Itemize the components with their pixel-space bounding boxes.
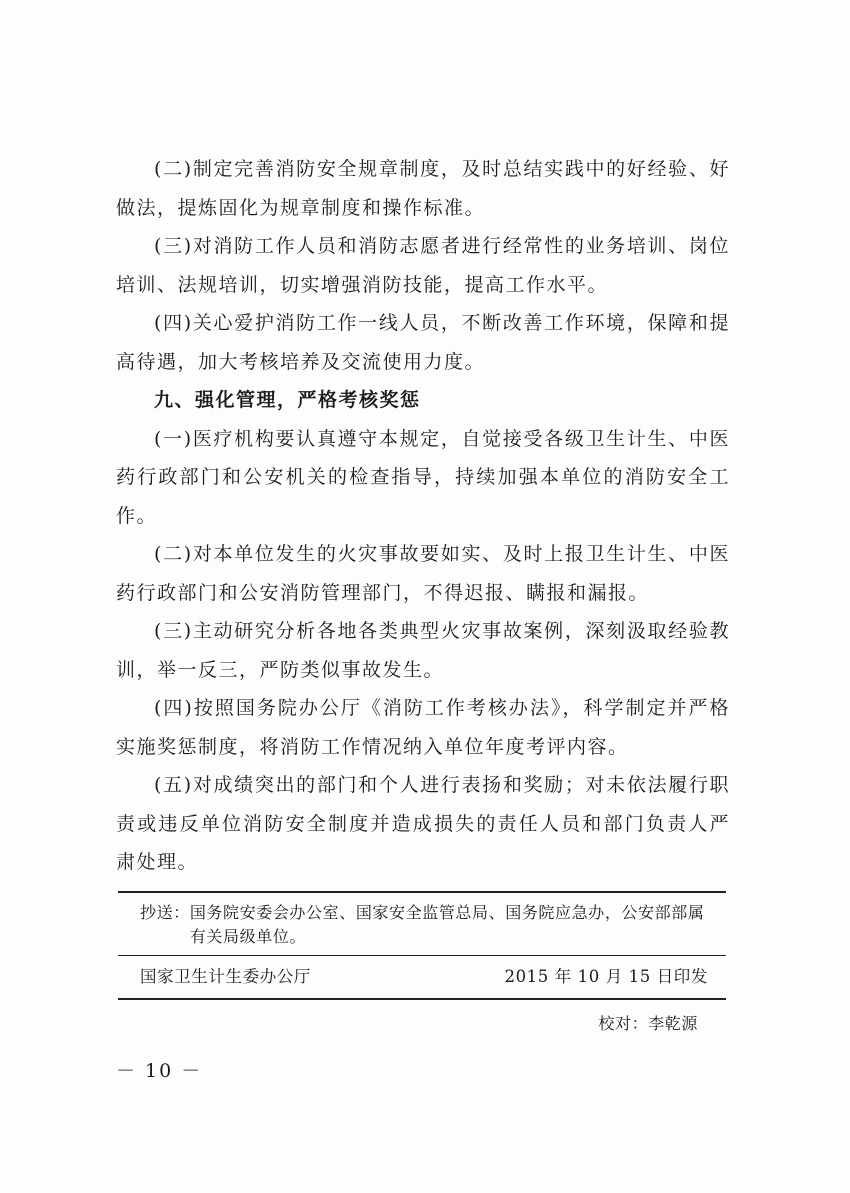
footer-top-rule — [118, 891, 726, 893]
paragraph-item-3: (三)对消防工作人员和消防志愿者进行经常性的业务培训、岗位培训、法规培训，切实增强消防技能，提高工作水平。 — [116, 235, 730, 296]
cc-distribution — [140, 901, 720, 949]
paragraph-section9-item-1: (一)医疗机构要认真遵守本规定，自觉接受各级卫生计生、中医药行政部门和公安机关的检查指导，持续加强本单位的消防安全工作。 — [116, 427, 730, 527]
proofreader: 校对：李乾源 — [598, 1014, 698, 1033]
paragraph-item-2: (二)制定完善消防安全规章制度，及时总结实践中的好经验、好做法，提炼固化为规章制度和操作标准。 — [116, 158, 730, 219]
paragraph-section9-item-3: (三)主动研究分析各地各类典型火灾事故案例，深刻汲取经验教训，举一反三，严防类似事故发生。 — [116, 620, 730, 681]
paragraph-item-4: (四)关心爱护消防工作一线人员，不断改善工作环境，保障和提高待遇，加大考核培养及交流使用力度。 — [116, 312, 730, 373]
paragraph-section9-item-5: (五)对成绩突出的部门和个人进行表扬和奖励；对未依法履行职责或违反单位消防安全制度并造成损失的责任人员和部门负责人严肃处理。 — [116, 774, 730, 873]
issue-date: 2015 年 10 月 15 日印发 — [504, 967, 708, 986]
page-number: － 10 － — [116, 1060, 203, 1082]
issuing-office: 国家卫生计生委办公厅 — [140, 967, 311, 986]
issuer-row — [140, 964, 708, 990]
footer-middle-rule — [118, 955, 726, 956]
section-heading-9: 九、强化管理，严格考核奖惩 — [154, 389, 421, 411]
cc-recipients: 国务院安委会办公室、国家安全监管总局、国务院应急办，公安部部属有关局级单位。 — [189, 903, 705, 946]
paragraph-section9-item-2: (二)对本单位发生的火灾事故要如实、及时上报卫生计生、中医药行政部门和公安消防管理部门，不得迟报、瞒报和漏报。 — [116, 543, 730, 604]
cc-label: 抄送： — [140, 903, 190, 922]
paragraph-section9-item-4: (四)按照国务院办公厅《消防工作考核办法》，科学制定并严格实施奖惩制度，将消防工作情况纳入单位年度考评内容。 — [116, 697, 730, 758]
document-body — [116, 150, 730, 882]
footer-bottom-rule — [118, 998, 726, 1000]
